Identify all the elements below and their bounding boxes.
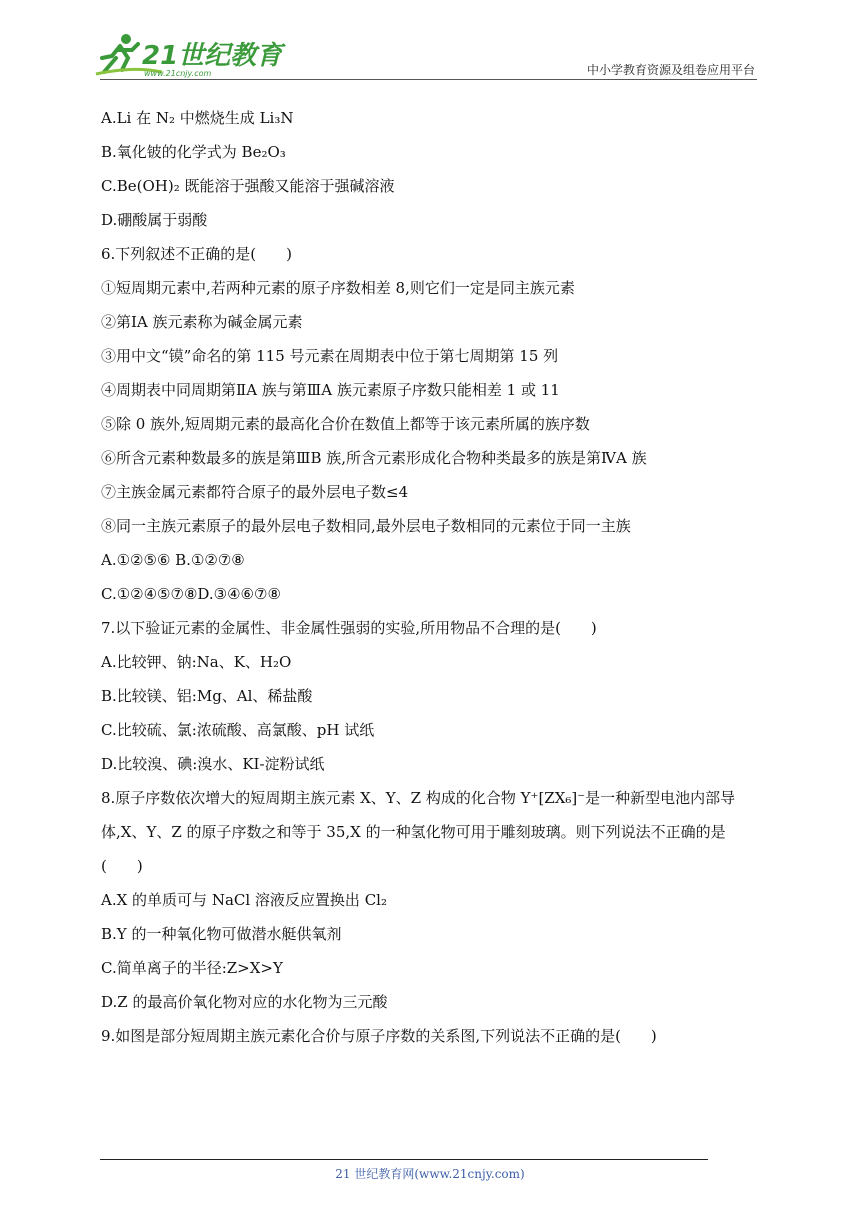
q6-options-cd: C.①②④⑤⑦⑧D.③④⑥⑦⑧ xyxy=(101,585,281,603)
q8-stem: 8.原子序数依次增大的短周期主族元素 X、Y、Z 构成的化合物 Y⁺[ZX₆]⁻是一种新型电池内部导体,X、Y、Z 的原子序数之和等于 35,X 的一种氢化物可用于雕刻玻璃。则下列说法不正确的是( ) xyxy=(101,789,736,875)
q6-stem: 6.下列叙述不正确的是( ) xyxy=(101,245,293,263)
q7-stem: 7.以下验证元素的金属性、非金属性强弱的实验,所用物品不合理的是( ) xyxy=(101,619,597,637)
q6-statement-1: ①短周期元素中,若两种元素的原子序数相差 8,则它们一定是同主族元素 xyxy=(101,279,575,297)
q5-option-a: A.Li 在 N₂ 中燃烧生成 Li₃N xyxy=(101,109,294,127)
question-content xyxy=(101,101,761,1053)
header-divider xyxy=(100,79,757,80)
site-tagline: 中小学教育资源及组卷应用平台 xyxy=(586,63,755,77)
q8-option-a: A.X 的单质可与 NaCl 溶液反应置换出 Cl₂ xyxy=(101,891,387,909)
q6-statement-3: ③用中文“镆”命名的第 115 号元素在周期表中位于第七周期第 15 列 xyxy=(101,347,559,365)
q6-options-ab: A.①②⑤⑥ B.①②⑦⑧ xyxy=(101,551,245,569)
q6-statement-6: ⑥所含元素种数最多的族是第ⅢB 族,所含元素形成化合物种类最多的族是第ⅣA 族 xyxy=(101,449,647,467)
q8-option-b: B.Y 的一种氧化物可做潜水艇供氧剂 xyxy=(101,925,342,943)
q6-statement-5: ⑤除 0 族外,短周期元素的最高化合价在数值上都等于该元素所属的族序数 xyxy=(101,415,590,433)
q9-stem: 9.如图是部分短周期主族元素化合价与原子序数的关系图,下列说法不正确的是( ) xyxy=(101,1027,657,1045)
footer-link[interactable]: 21 世纪教育网(www.21cnjy.com) xyxy=(335,1167,525,1181)
q8-option-d: D.Z 的最高价氧化物对应的水化物为三元酸 xyxy=(101,993,388,1011)
footer-divider xyxy=(100,1159,708,1160)
q7-option-a: A.比较钾、钠:Na、K、H₂O xyxy=(101,653,292,671)
site-logo[interactable] xyxy=(92,30,292,80)
q5-option-d: D.硼酸属于弱酸 xyxy=(101,211,208,229)
runner-logo-icon xyxy=(92,30,292,80)
q5-option-c: C.Be(OH)₂ 既能溶于强酸又能溶于强碱溶液 xyxy=(101,177,395,195)
q6-statement-7: ⑦主族金属元素都符合原子的最外层电子数≤4 xyxy=(101,483,409,501)
q7-option-d: D.比较溴、碘:溴水、KI-淀粉试纸 xyxy=(101,755,325,773)
q7-option-c: C.比较硫、氯:浓硫酸、高氯酸、pH 试纸 xyxy=(101,721,375,739)
q6-statement-2: ②第ⅠA 族元素称为碱金属元素 xyxy=(101,313,303,331)
q7-option-b: B.比较镁、铝:Mg、Al、稀盐酸 xyxy=(101,687,313,705)
svg-text:www.21cnjy.com: www.21cnjy.com xyxy=(144,69,212,78)
q6-statement-8: ⑧同一主族元素原子的最外层电子数相同,最外层电子数相同的元素位于同一主族 xyxy=(101,517,631,535)
q8-option-c: C.简单离子的半径:Z>X>Y xyxy=(101,959,283,977)
q5-option-b: B.氧化铍的化学式为 Be₂O₃ xyxy=(101,143,286,161)
svg-text:21世纪教育: 21世纪教育 xyxy=(142,41,283,71)
q6-statement-4: ④周期表中同周期第ⅡA 族与第ⅢA 族元素原子序数只能相差 1 或 11 xyxy=(101,381,560,399)
page-header xyxy=(0,0,860,90)
